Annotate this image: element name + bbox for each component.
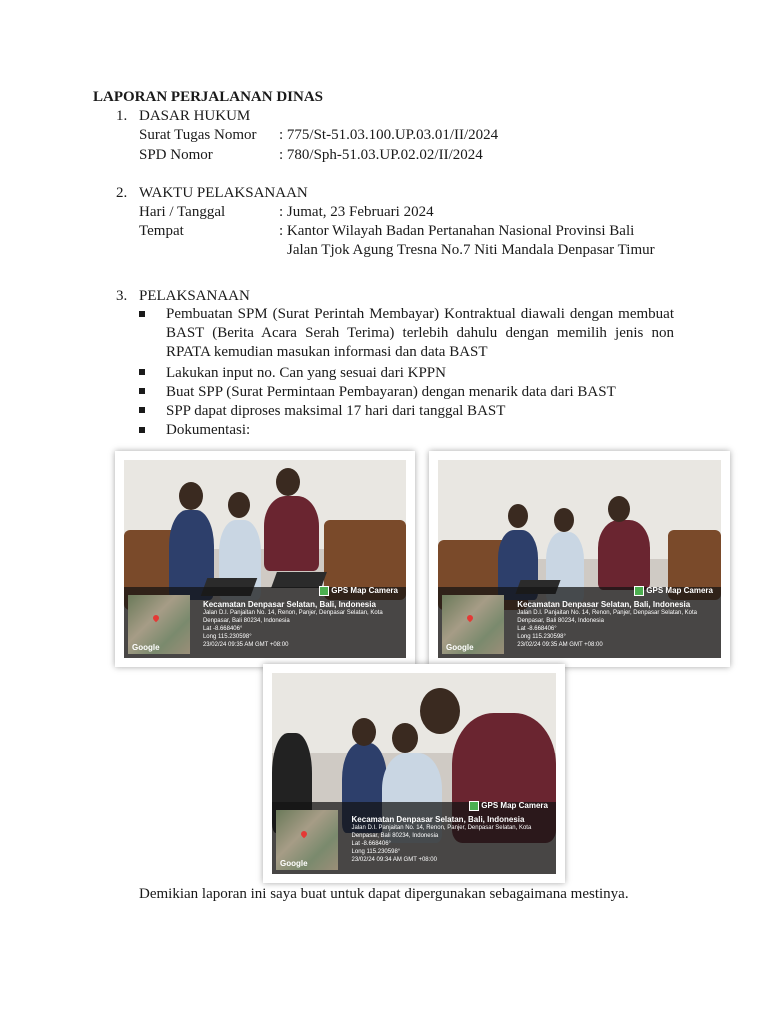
bullet-marker <box>139 388 145 394</box>
gps-badge: GPS Map Camera <box>469 801 548 811</box>
section-1-number: 1. <box>116 108 128 124</box>
bullet-marker <box>139 427 145 433</box>
row-label: Hari / Tanggal <box>139 204 226 220</box>
gps-camera-icon <box>319 586 329 596</box>
gps-caption: Kecamatan Denpasar Selatan, Bali, Indonesia Jalan D.I. Panjaitan No. 14, Renon, Panjer, Denpasar Selatan, Kota Denpasar, Bali 80234, Indonesia Lat -8.668406° Long 115.230598° 23/02/24 09:34 AM GMT +08:00 <box>351 815 532 863</box>
google-logo: Google <box>280 859 308 868</box>
section-3-number: 3. <box>116 288 128 304</box>
gps-caption: Kecamatan Denpasar Selatan, Bali, Indonesia Jalan D.I. Panjaitan No. 14, Renon, Panjer, Denpasar Selatan, Kota Denpasar, Bali 80234, Indonesia Lat -8.668406° Long 115.230598° 23/02/24 09:35 AM GMT +08:00 <box>202 600 383 648</box>
row-label: Tempat <box>139 223 184 239</box>
google-logo: Google <box>446 643 474 652</box>
bullet-marker <box>139 311 145 317</box>
closing-statement: Demikian laporan ini saya buat untuk dapat dipergunakan sebagaimana mestinya. <box>139 886 629 902</box>
gps-badge: GPS Map Camera <box>319 586 398 596</box>
photo-frame-3 <box>263 664 565 883</box>
bullet-marker <box>139 407 145 413</box>
section-2-number: 2. <box>116 185 128 201</box>
photo-frame-2 <box>429 451 730 667</box>
row-label: SPD Nomor <box>139 147 213 163</box>
row-value: : 780/Sph-51.03.UP.02.02/II/2024 <box>279 147 483 163</box>
bullet-item: Pembuatan SPM (Surat Perintah Membayar) Kontraktual diawali dengan membuat BAST (Berita Acara Serah Terima) terlebih dahulu dengan memilih jenis non RPATA kemudian masukan informasi dan data BAST <box>166 306 674 360</box>
bullet-item: Lakukan input no. Can yang sesuai dari KPPN <box>166 365 446 381</box>
bullet-marker <box>139 369 145 375</box>
gps-camera-icon <box>634 586 644 596</box>
documentation-photo <box>124 460 406 658</box>
report-title: LAPORAN PERJALANAN DINAS <box>93 89 324 105</box>
documentation-photo <box>438 460 721 658</box>
gps-caption: Kecamatan Denpasar Selatan, Bali, Indonesia Jalan D.I. Panjaitan No. 14, Renon, Panjer, Denpasar Selatan, Kota Denpasar, Bali 80234, Indonesia Lat -8.668406° Long 115.230598° 23/02/24 09:35 AM GMT +08:00 <box>517 600 698 648</box>
section-3-heading: PELAKSANAAN <box>139 288 250 304</box>
row-value: : Jumat, 23 Februari 2024 <box>279 204 434 220</box>
gps-camera-icon <box>469 801 479 811</box>
photo-frame-1 <box>115 451 415 667</box>
bullet-item: Dokumentasi: <box>166 422 251 438</box>
row-label: Surat Tugas Nomor <box>139 127 257 143</box>
section-1-heading: DASAR HUKUM <box>139 108 251 124</box>
documentation-photo <box>272 673 556 874</box>
bullet-item: SPP dapat diproses maksimal 17 hari dari tanggal BAST <box>166 403 506 419</box>
bullet-item: Buat SPP (Surat Permintaan Pembayaran) dengan menarik data dari BAST <box>166 384 616 400</box>
address-line: Jalan Tjok Agung Tresna No.7 Niti Mandala Denpasar Timur <box>287 242 655 258</box>
google-logo: Google <box>132 643 160 652</box>
gps-badge: GPS Map Camera <box>634 586 713 596</box>
section-2-heading: WAKTU PELAKSANAAN <box>139 185 308 201</box>
row-value: : Kantor Wilayah Badan Pertanahan Nasional Provinsi Bali <box>279 223 635 239</box>
row-value: : 775/St-51.03.100.UP.03.01/II/2024 <box>279 127 499 143</box>
